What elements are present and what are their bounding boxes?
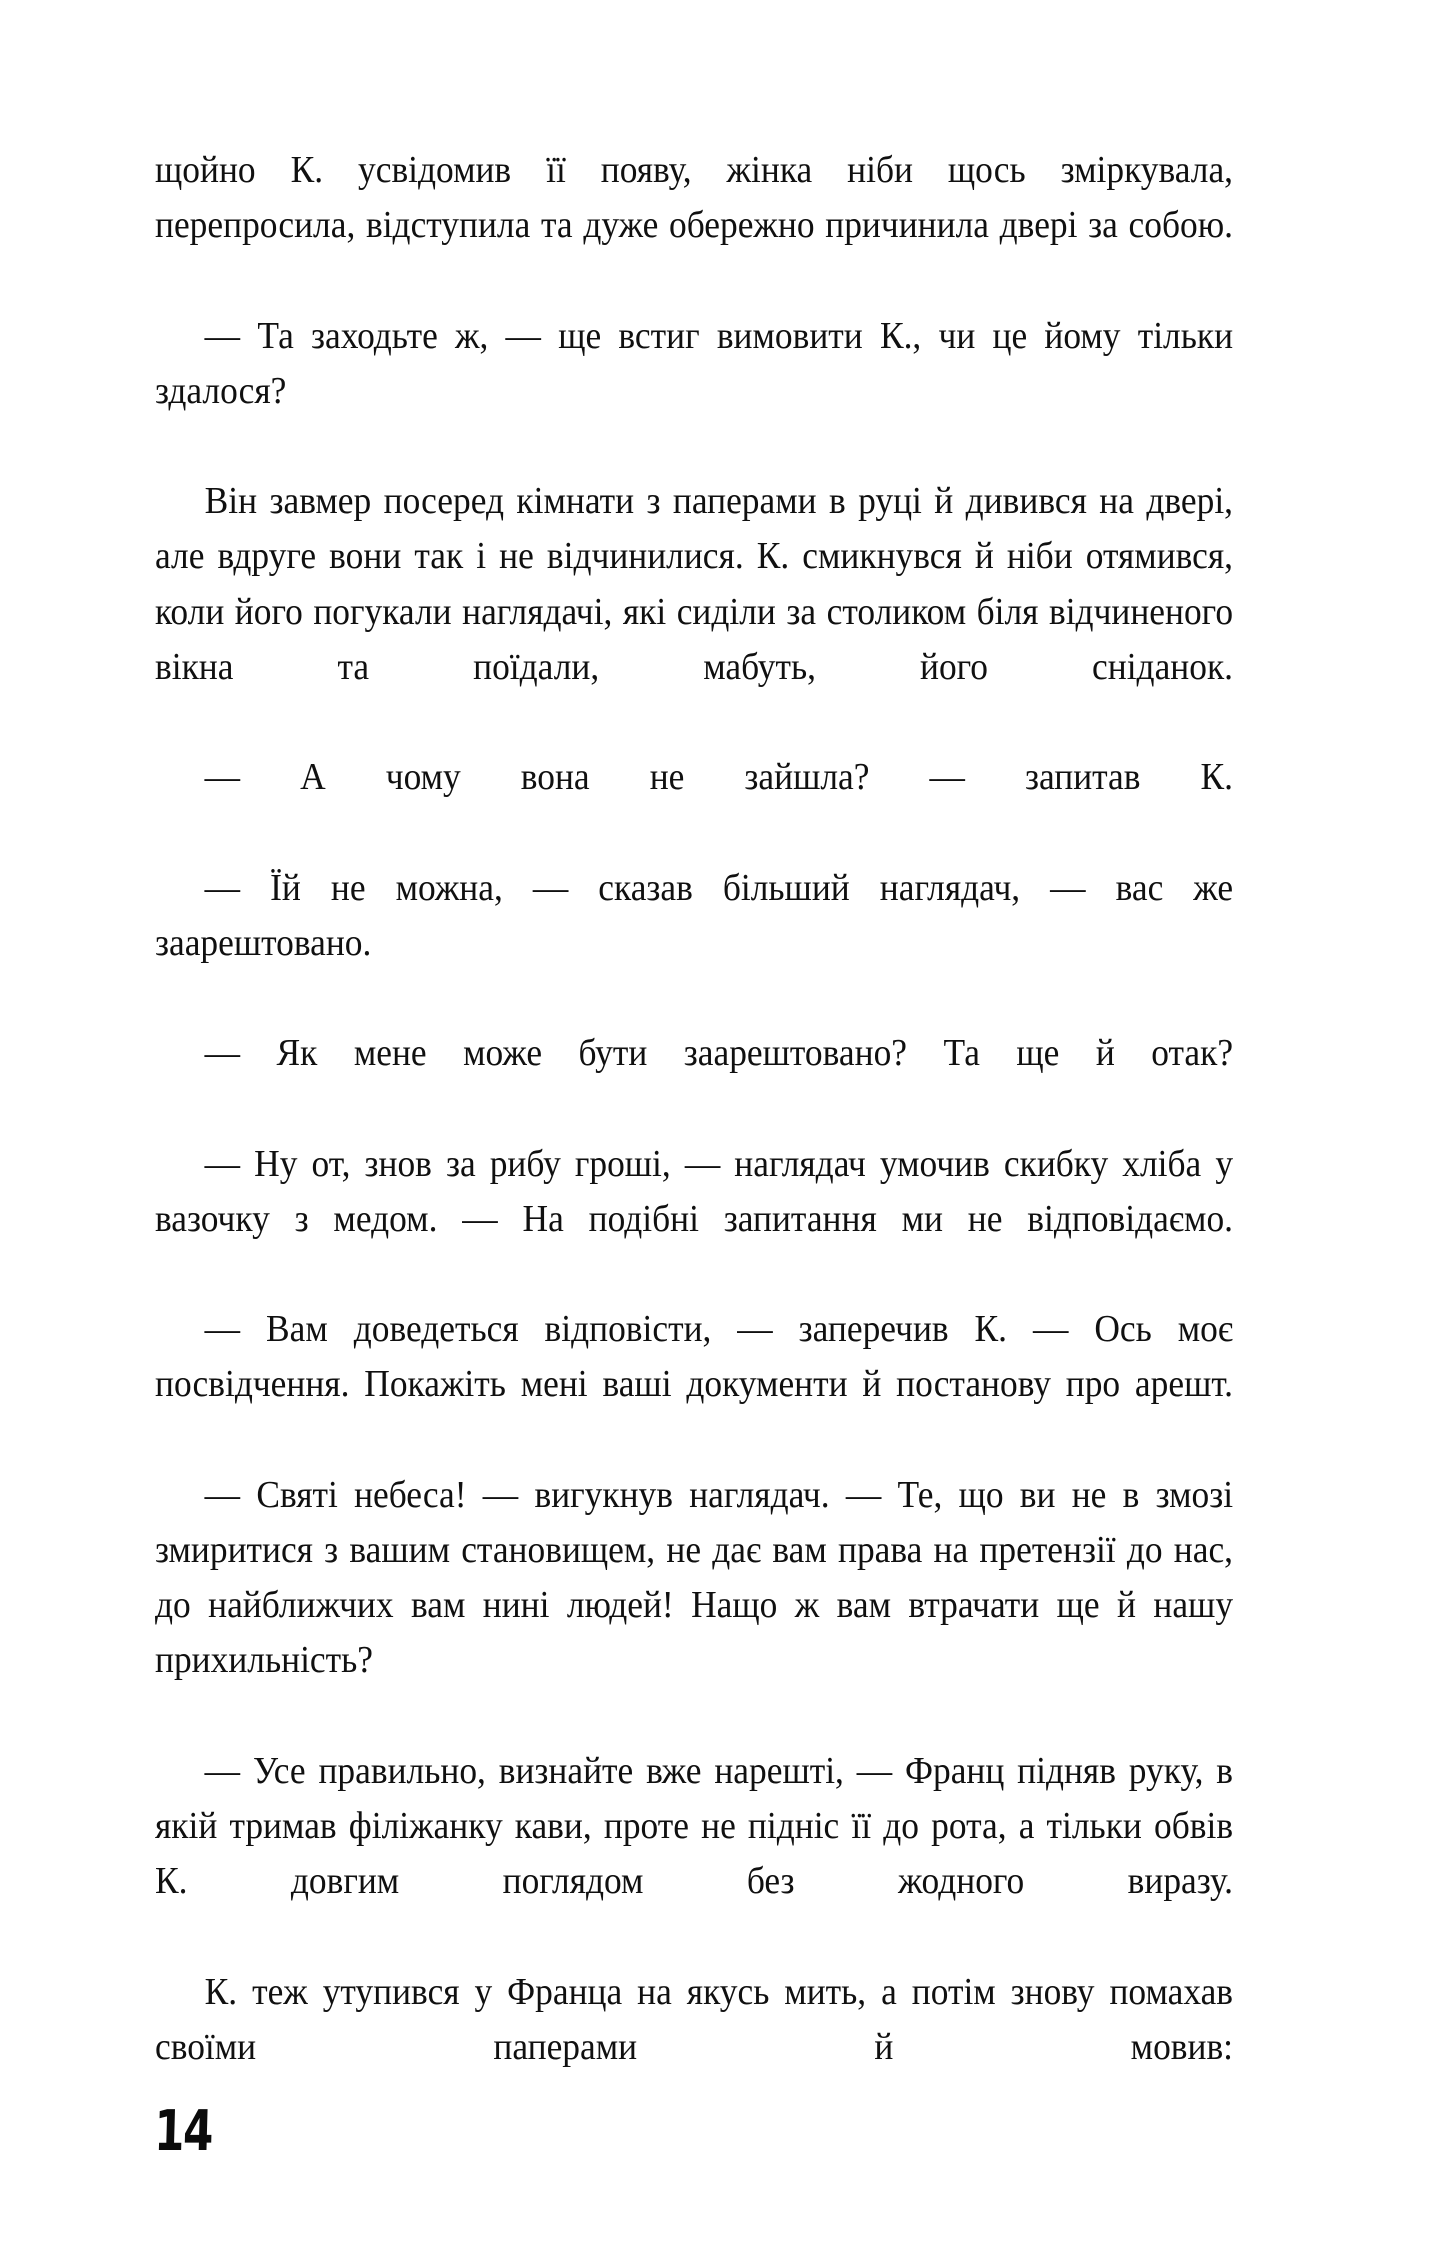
- paragraph: — Вам доведеться відповісти, — заперечив К. — Ось моє посвідчення. Покажіть мені ваші документи й постанову про арешт.: [155, 1308, 1234, 1406]
- paragraph: — А чому вона не зайшла? — запитав К.: [204, 756, 1234, 799]
- paragraph: — Їй не можна, — сказав більший наглядач, — вас же заарештовано.: [155, 866, 1234, 964]
- paragraph: К. теж утупився у Франца на якусь мить, а потім знову помахав своїми паперами й мовив:: [155, 1970, 1234, 2068]
- paragraph: Він завмер посеред кімнати з паперами в руці й дивився на двері, але вдруге вони так і не відчинилися. К. смикнувся й ніби отямився, коли його погукали наглядачі, які сиділи за столиком біля відчиненого вікна та поїдали, мабуть, його сніданок.: [155, 480, 1234, 688]
- page-text-body: [155, 143, 1233, 2130]
- page-number: 14: [153, 2099, 213, 2164]
- paragraph: щойно К. усвідомив її появу, жінка ніби щось зміркувала, перепросила, відступила та дуже обережно причинила двері за собою.: [155, 149, 1234, 247]
- paragraph: — Ну от, знов за рибу гроші, — наглядач умочив скибку хліба у вазочку з медом. — На подібні запитання ми не відповідаємо.: [155, 1142, 1234, 1240]
- paragraph: — Усе правильно, визнайте вже нарешті, — Франц підняв руку, в якій тримав філіжанку кави, проте не підніс її до рота, а тільки обвів К. довгим поглядом без жодного виразу.: [155, 1749, 1234, 1903]
- paragraph: — Як мене може бути заарештовано? Та ще й отак?: [204, 1032, 1234, 1075]
- paragraph: — Та заходьте ж, — ще встиг вимовити К., чи це йому тільки здалося?: [155, 314, 1234, 412]
- paragraph: — Святі небеса! — вигукнув наглядач. — Те, що ви не в змозі змиритися з вашим становищем, не дає вам права на претензії до нас, до найближчих вам нині людей! Нащо ж вам втрачати ще й нашу прихильність?: [155, 1473, 1234, 1682]
